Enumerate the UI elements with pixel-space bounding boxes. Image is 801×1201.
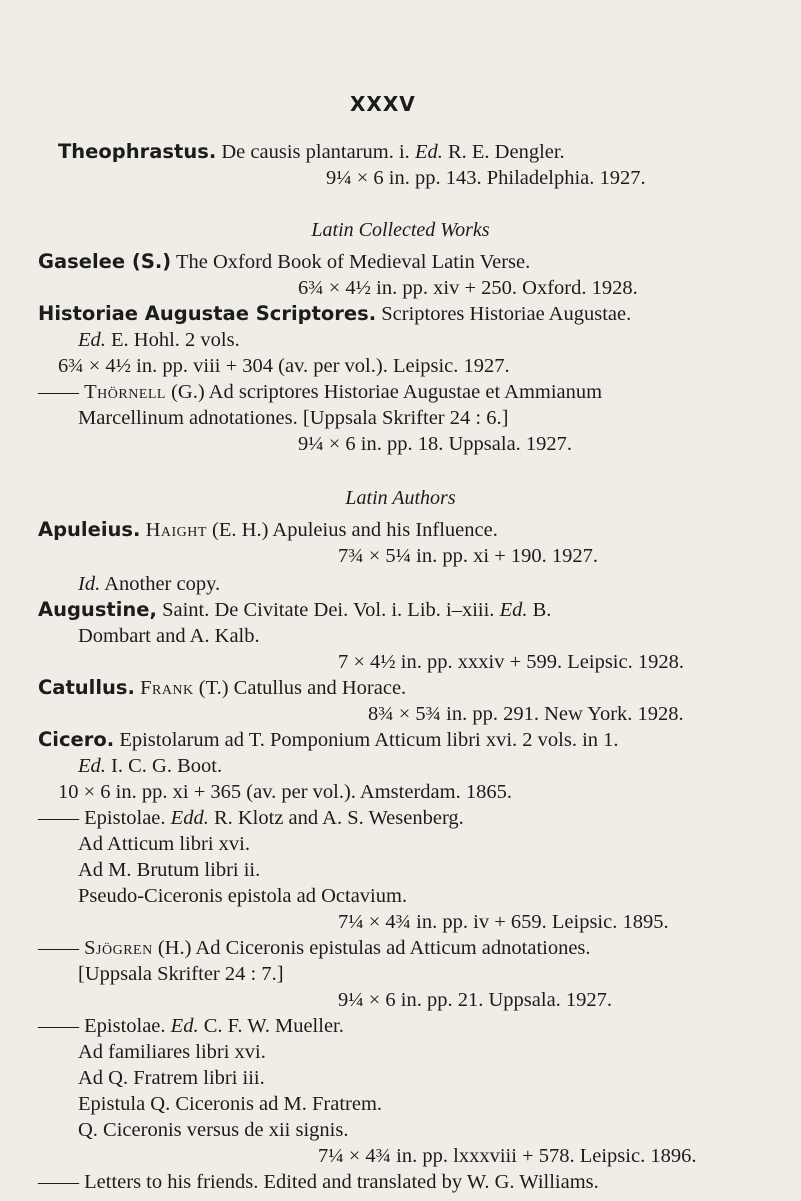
text-line	[38, 600, 551, 621]
entry-heading: Theophrastus.	[58, 140, 217, 163]
entry-heading: Cicero.	[38, 728, 115, 751]
line-text: Ed.	[499, 599, 528, 621]
text-line	[78, 330, 240, 351]
line-text: Ad Q. Fratrem libri iii.	[78, 1067, 265, 1089]
text-line	[78, 626, 260, 647]
line-text: Ed.	[170, 1015, 199, 1037]
text-line	[58, 142, 565, 163]
line-text: 9¼ × 6 in. pp. 21. Uppsala. 1927.	[338, 989, 613, 1011]
line-text: 9¼ × 6 in. pp. 18. Uppsala. 1927.	[298, 433, 573, 455]
text-line	[338, 652, 684, 673]
line-text: 7¾ × 5¼ in. pp. xi + 190. 1927.	[338, 545, 599, 567]
author-name: Sjögren	[84, 937, 153, 959]
text-line	[38, 252, 530, 273]
text-line	[38, 808, 464, 829]
text-line	[38, 304, 631, 325]
text-line	[78, 964, 284, 985]
author-name: Haight	[145, 519, 207, 541]
line-text: Ed.	[414, 141, 443, 163]
text-line	[78, 860, 260, 881]
line-text: Epistula Q. Ciceronis ad M. Fratrem.	[78, 1093, 383, 1115]
line-text: Saint. De Civitate Dei. Vol. i. Lib. i–xiii.	[156, 599, 500, 621]
line-text: Epistolarum ad T. Pomponium Atticum libri xvi. 2 vols. in 1.	[114, 729, 619, 751]
text-line	[58, 782, 512, 803]
text-line	[58, 356, 510, 377]
line-text: Pseudo-Ciceronis epistola ad Octavium.	[78, 885, 408, 907]
line-text: ——	[38, 381, 85, 403]
line-text: C. F. W. Mueller.	[198, 1015, 344, 1037]
text-line	[38, 678, 406, 699]
line-text: Scriptores Historiae Augustae.	[376, 303, 632, 325]
line-text: 10 × 6 in. pp. xi + 365 (av. per vol.). Amsterdam. 1865.	[58, 781, 512, 803]
line-text: Marcellinum adnotationes. [Uppsala Skrifter 24 : 6.]	[78, 407, 509, 429]
line-text: —— Epistolae.	[38, 807, 171, 829]
line-text: Edd.	[170, 807, 209, 829]
line-text: Ed.	[78, 755, 106, 777]
line-text: (T.) Catullus and Horace.	[193, 677, 407, 699]
line-text: ——	[38, 937, 85, 959]
line-text: 9¼ × 6 in. pp. 143. Philadelphia. 1927.	[326, 167, 646, 189]
line-text: Another copy.	[100, 573, 221, 595]
text-line	[298, 434, 572, 455]
text-line	[38, 520, 498, 541]
line-text: B.	[527, 599, 552, 621]
text-line	[0, 488, 801, 509]
line-text: Dombart and A. Kalb.	[78, 625, 260, 647]
text-line	[38, 938, 591, 959]
entry-heading: Gaselee (S.)	[38, 250, 172, 273]
line-text: Ad Atticum libri xvi.	[78, 833, 250, 855]
line-text: —— Letters to his friends. Edited and translated by W. G. Williams.	[38, 1171, 599, 1193]
line-text: E. Hohl. 2 vols.	[105, 329, 240, 351]
text-line	[38, 382, 602, 403]
line-text: I. C. G. Boot.	[105, 755, 223, 777]
line-text: —— Epistolae.	[38, 1015, 171, 1037]
text-line	[38, 1172, 599, 1193]
text-line	[318, 1146, 696, 1167]
line-text: 7¼ × 4¾ in. pp. iv + 659. Leipsic. 1895.	[338, 911, 669, 933]
entry-heading: Historiae Augustae Scriptores.	[38, 302, 377, 325]
line-text: The Oxford Book of Medieval Latin Verse.	[171, 251, 531, 273]
text-line	[78, 408, 508, 429]
line-text: 6¾ × 4½ in. pp. viii + 304 (av. per vol.). Leipsic. 1927.	[58, 355, 510, 377]
line-text: [Uppsala Skrifter 24 : 7.]	[78, 963, 284, 985]
line-text: 7 × 4½ in. pp. xxxiv + 599. Leipsic. 1928.	[338, 651, 684, 673]
text-line	[78, 1042, 266, 1063]
line-text: Ed.	[78, 329, 106, 351]
line-text: Latin Collected Works	[311, 219, 490, 241]
line-text: (E. H.) Apuleius and his Influence.	[206, 519, 498, 541]
entry-heading: Augustine,	[38, 598, 157, 621]
line-text: 8¾ × 5¾ in. pp. 291. New York. 1928.	[368, 703, 684, 725]
text-line	[78, 834, 250, 855]
line-text: Ad familiares libri xvi.	[78, 1041, 266, 1063]
text-line	[338, 990, 612, 1011]
page-number: XXXV	[350, 92, 416, 116]
line-text: 6¾ × 4½ in. pp. xiv + 250. Oxford. 1928.	[298, 277, 638, 299]
author-name: Frank	[140, 677, 194, 699]
text-line	[338, 546, 598, 567]
text-line	[38, 1016, 344, 1037]
text-line	[350, 94, 416, 116]
text-line	[298, 278, 638, 299]
text-line	[78, 756, 222, 777]
line-text: (H.) Ad Ciceronis epistulas ad Atticum adnotationes.	[152, 937, 591, 959]
author-name: Thörnell	[84, 381, 166, 403]
text-line	[78, 574, 220, 595]
text-line	[326, 168, 646, 189]
line-text: (G.) Ad scriptores Historiae Augustae et Ammianum	[165, 381, 603, 403]
text-line	[78, 1094, 382, 1115]
line-text: 7¼ × 4¾ in. pp. lxxxviii + 578. Leipsic. 1896.	[318, 1145, 697, 1167]
line-text: Q. Ciceronis versus de xii signis.	[78, 1119, 349, 1141]
line-text: Ad M. Brutum libri ii.	[78, 859, 261, 881]
line-text: De causis plantarum. i.	[216, 141, 415, 163]
text-line	[368, 704, 684, 725]
line-text: R. E. Dengler.	[442, 141, 565, 163]
line-text: Latin Authors	[345, 487, 456, 509]
entry-heading: Apuleius.	[38, 518, 141, 541]
text-line	[78, 886, 407, 907]
line-text: Id.	[78, 573, 101, 595]
line-text: R. Klotz and A. S. Wesenberg.	[208, 807, 464, 829]
text-line	[78, 1068, 265, 1089]
text-line	[38, 730, 619, 751]
text-line	[78, 1120, 348, 1141]
text-line	[338, 912, 669, 933]
text-line	[0, 220, 801, 241]
entry-heading: Catullus.	[38, 676, 135, 699]
